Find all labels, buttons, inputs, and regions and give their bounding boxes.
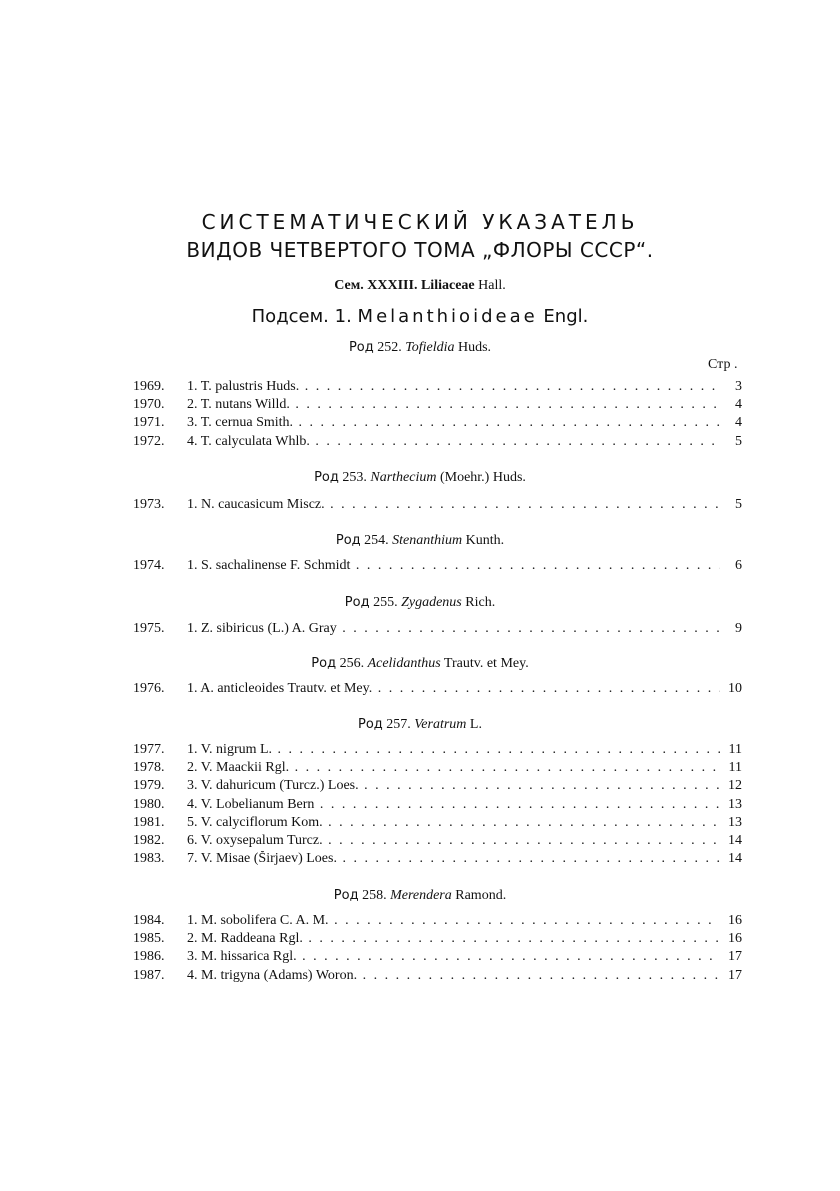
species-name: 3. T. cernua Smith. . . .	[187, 415, 720, 431]
species-number: 1970.	[133, 397, 165, 413]
genus-heading	[0, 470, 840, 486]
genus-label: Род	[358, 717, 383, 732]
species-number: 1972.	[133, 433, 165, 449]
species-number: 1981.	[133, 814, 165, 830]
species-number: 1974.	[133, 558, 165, 573]
species-number: 1982.	[133, 833, 165, 848]
genus-label: Род	[311, 656, 337, 671]
genus-number: 258.	[362, 888, 387, 903]
species-page: 3	[735, 379, 742, 394]
genus-author: Kunth.	[465, 533, 505, 548]
species-entry	[0, 742, 840, 760]
subfamily-name: Melanthioideae	[357, 306, 538, 327]
species-page: 14	[728, 851, 742, 867]
page-column-label: Стр .	[708, 357, 738, 372]
genus-name: Zygadenus	[401, 595, 462, 610]
species-number: 1986.	[133, 949, 165, 965]
species-name: 1. V. nigrum L. . . .	[187, 742, 720, 758]
species-number: 1980.	[133, 796, 165, 812]
species-name: 2. V. Maackii Rgl. . . .	[187, 760, 720, 776]
genus-number: 255.	[373, 595, 398, 610]
genus-label: Род	[314, 470, 339, 485]
genus-heading	[0, 717, 840, 733]
subfamily-author: Engl.	[543, 306, 589, 327]
genus-label: Род	[335, 533, 361, 548]
species-name: 2. M. Raddeana Rgl. . . .	[187, 931, 720, 947]
species-page: 14	[728, 833, 742, 848]
genus-label: Род	[344, 595, 370, 610]
species-number: 1976.	[133, 681, 165, 696]
species-number: 1979.	[133, 778, 165, 794]
species-number: 1971.	[133, 415, 165, 431]
genus-number: 256.	[339, 656, 365, 671]
species-name: 1. S. sachalinense F. Schmidt . . .	[187, 558, 720, 574]
species-entry	[0, 949, 840, 967]
species-name: 3. V. dahuricum (Turcz.) Loes. . . .	[187, 778, 720, 794]
species-entry	[0, 913, 840, 931]
genus-heading	[0, 595, 840, 611]
species-entry	[0, 397, 840, 415]
species-entry	[0, 760, 840, 778]
species-page: 11	[728, 742, 742, 757]
species-entry	[0, 851, 840, 869]
genus-name: Stenanthium	[392, 533, 463, 548]
species-number: 1973.	[133, 497, 165, 512]
genus-heading	[0, 888, 840, 904]
genus-name: Narthecium	[370, 470, 437, 485]
species-page: 6	[735, 558, 742, 573]
species-name: 1. T. palustris Huds. . . .	[187, 379, 720, 395]
species-name: 3. M. hissarica Rgl. . . .	[187, 949, 720, 965]
genus-number: 253.	[342, 470, 367, 485]
species-entry	[0, 497, 840, 515]
species-entry	[0, 931, 840, 949]
species-name: 1. A. anticleoides Trautv. et Mey. . . .	[187, 681, 720, 697]
index-subtitle: ВИДОВ ЧЕТВЕРТОГО ТОМА „ФЛОРЫ СССР“.	[186, 238, 654, 262]
genus-label: Род	[348, 340, 374, 355]
genus-name: Tofieldia	[405, 340, 455, 355]
family-name: Liliaceae	[420, 278, 475, 293]
species-entry	[0, 815, 840, 833]
species-entry	[0, 558, 840, 576]
species-entry	[0, 833, 840, 851]
family-author: Hall.	[478, 278, 506, 293]
species-name: 5. V. calyciflorum Kom. . . .	[187, 815, 720, 831]
species-page: 17	[728, 949, 742, 965]
species-name: 1. M. sobolifera C. A. M. . . .	[187, 913, 720, 929]
genus-heading	[0, 340, 840, 356]
subfamily-prefix: Подсем. 1.	[251, 306, 352, 327]
species-name: 1. N. caucasicum Miscz. . . .	[187, 497, 720, 513]
genus-author: (Moehr.) Huds.	[439, 470, 526, 485]
genus-name: Acelidanthus	[367, 656, 441, 671]
species-entry	[0, 621, 840, 639]
species-name: 1. Z. sibiricus (L.) A. Gray . . .	[187, 621, 720, 637]
species-page: 11	[728, 760, 742, 776]
species-name: 4. T. calyculata Whlb. . . .	[187, 434, 720, 450]
subfamily-heading	[0, 306, 840, 327]
species-page: 5	[735, 497, 742, 512]
species-number: 1987.	[133, 967, 165, 983]
species-number: 1985.	[133, 931, 165, 947]
species-page: 13	[728, 796, 742, 812]
genus-label: Род	[333, 888, 359, 903]
species-page: 12	[728, 778, 742, 794]
species-entry	[0, 778, 840, 796]
species-name: 2. T. nutans Willd. . . .	[187, 397, 720, 413]
family-heading	[0, 278, 840, 294]
species-page: 10	[728, 681, 742, 696]
species-entry	[0, 797, 840, 815]
genus-name: Merendera	[390, 888, 452, 903]
genus-name: Veratrum	[414, 717, 467, 732]
species-page: 4	[735, 397, 742, 413]
species-page: 16	[728, 931, 742, 947]
species-page: 16	[728, 913, 742, 928]
genus-number: 257.	[386, 717, 411, 732]
genus-heading	[0, 533, 840, 549]
genus-author: Ramond.	[455, 888, 507, 903]
genus-number: 254.	[364, 533, 389, 548]
species-name: 6. V. oxysepalum Turcz. . . .	[187, 833, 720, 849]
family-prefix: Сем. XXXIII.	[334, 278, 418, 293]
species-number: 1984.	[133, 913, 165, 928]
species-entry	[0, 379, 840, 397]
species-number: 1969.	[133, 379, 165, 394]
species-page: 4	[735, 415, 742, 431]
index-title: СИСТЕМАТИЧЕСКИЙ УКАЗАТЕЛЬ	[201, 210, 639, 234]
species-number: 1978.	[133, 760, 165, 776]
genus-number: 252.	[377, 340, 402, 355]
genus-author: L.	[469, 717, 482, 732]
genus-author: Trautv. et Mey.	[443, 656, 529, 671]
species-name: 4. V. Lobelianum Bern . . .	[187, 797, 720, 813]
genus-author: Huds.	[458, 340, 492, 355]
species-number: 1977.	[133, 742, 165, 757]
species-page: 9	[735, 621, 742, 636]
species-entry	[0, 681, 840, 699]
species-number: 1975.	[133, 621, 165, 636]
species-entry	[0, 968, 840, 986]
species-name: 4. M. trigyna (Adams) Woron. . . .	[187, 968, 720, 984]
species-number: 1983.	[133, 851, 165, 867]
species-entry	[0, 415, 840, 433]
genus-heading	[0, 656, 840, 672]
species-page: 5	[735, 433, 742, 449]
species-entry	[0, 434, 840, 452]
species-name: 7. V. Misae (Širjaev) Loes. . . .	[187, 851, 720, 867]
species-page: 13	[728, 814, 742, 830]
species-page: 17	[728, 967, 742, 983]
genus-author: Rich.	[465, 595, 496, 610]
